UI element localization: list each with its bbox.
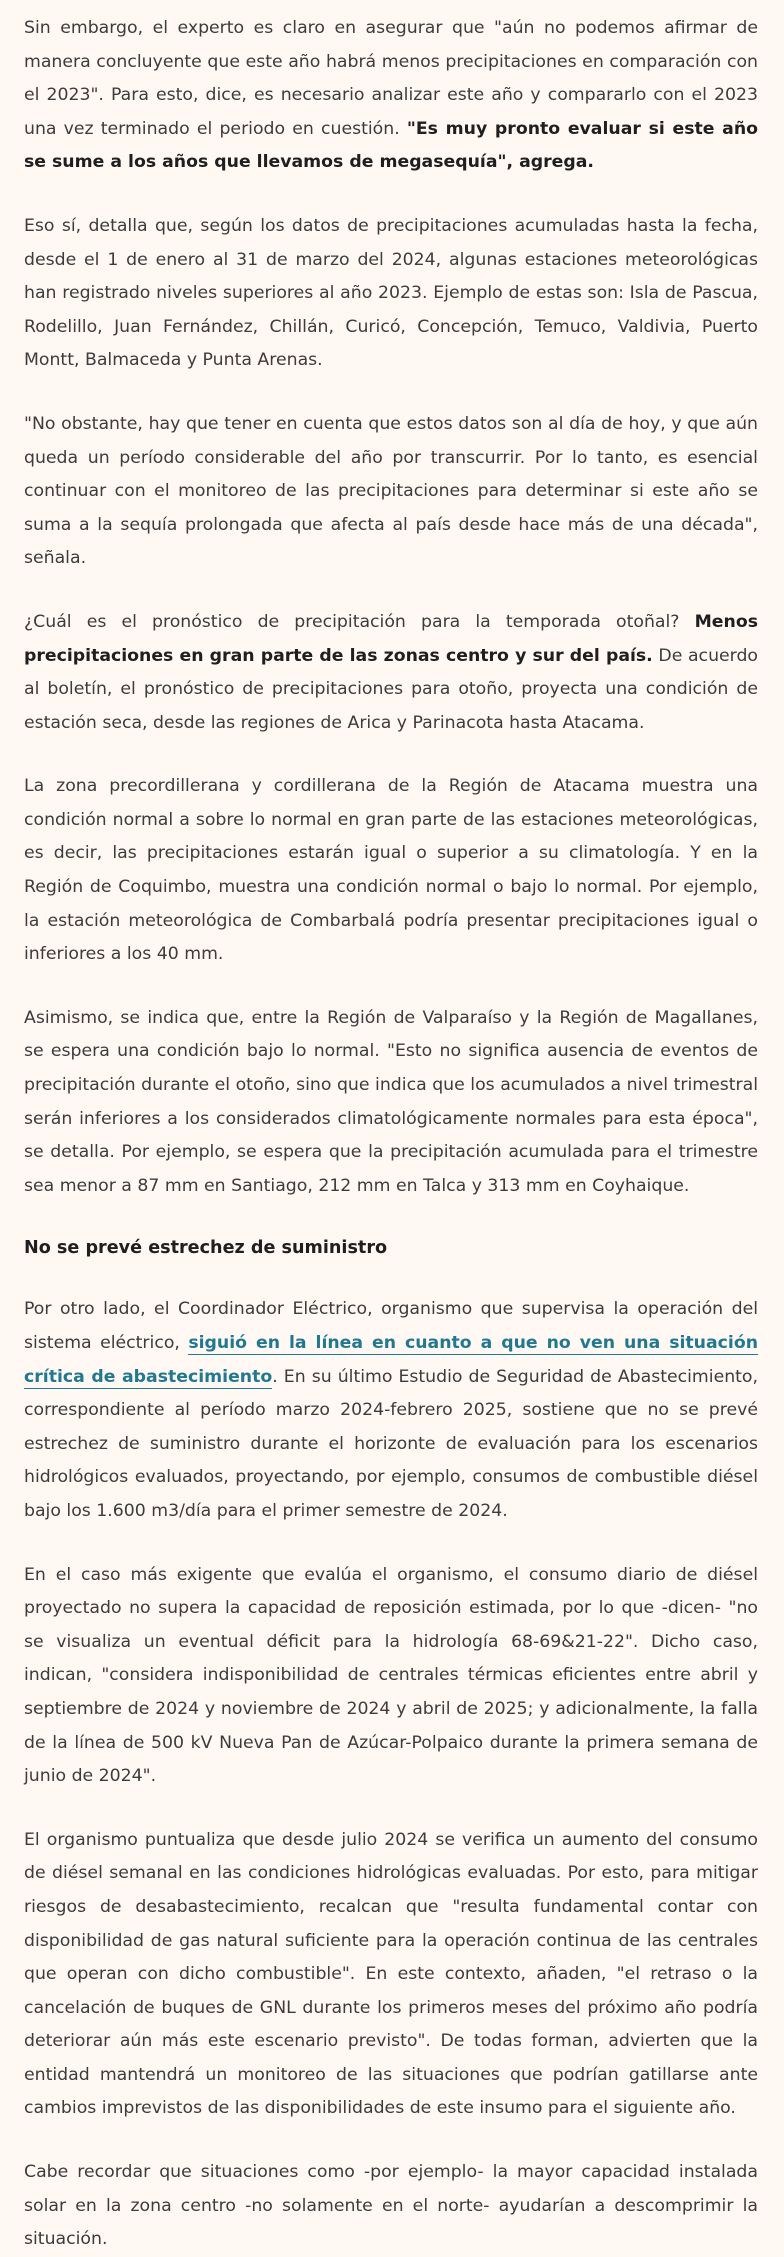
paragraph-9 — [24, 1824, 758, 2126]
paragraph-3-text: "No obstante, hay que tener en cuenta que estos datos son al día de hoy, y que aún queda un período considerable del año por transcurrir. Por lo tanto, es esencial continuar con el monitoreo de las precipitaciones para determinar si este año se suma a la sequía prolongada que afecta al país desde hace más de una década", señala. — [24, 413, 758, 569]
paragraph-8 — [24, 1559, 758, 1794]
paragraph-2-text: Eso sí, detalla que, según los datos de precipitaciones acumuladas hasta la fecha, desde el 1 de enero al 31 de marzo del 2024, algunas estaciones meteorológicas han registrado niveles superiores al año 2023. Ejemplo de estas son: Isla de Pascua, Rodelillo, Juan Fernández, Chillán, Curicó, Concepción, Temuco, Valdivia, Puerto Montt, Balmaceda y Punta Arenas. — [24, 215, 758, 371]
paragraph-4 — [24, 606, 758, 740]
paragraph-1-bold-quote: "Es muy pronto evaluar si este año se sume a los años que llevamos de megasequía", agrega. — [24, 118, 758, 173]
paragraph-6-text: Asimismo, se indica que, entre la Región de Valparaíso y la Región de Magallanes, se espera una condición bajo lo normal. "Esto no significa ausencia de eventos de precipitación durante el otoño, sino que indica que los acumulados a nivel trimestral serán inferiores a los considerados climatológicamente normales para esta época", se detalla. Por ejemplo, se espera que la precipitación acumulada para el trimestre sea menor a 87 mm en Santiago, 212 mm en Talca y 313 mm en Coyhaique. — [24, 1007, 758, 1196]
paragraph-7-text: Por otro lado, el Coordinador Eléctrico, organismo que supervisa la operación del sistema eléctrico, — [24, 1299, 758, 1353]
coordinador-article-link[interactable]: siguió en la línea en cuanto a que no ven una situación crítica de abastecimiento — [24, 1333, 758, 1387]
paragraph-5-text: La zona precordillerana y cordillerana de la Región de Atacama muestra una condición normal a sobre lo normal en gran parte de las estaciones meteorológicas, es decir, las precipitaciones estarán igual o superior a su climatología. Y en la Región de Coquimbo, muestra una condición normal o bajo lo normal. Por ejemplo, la estación meteorológica de Combarbalá podría presentar precipitaciones igual o inferiores a los 40 mm. — [24, 776, 758, 965]
paragraph-10 — [24, 2156, 758, 2257]
paragraph-4-text-continued: De acuerdo al boletín, el pronóstico de precipitaciones para otoño, proyecta una condición de estación seca, desde las regiones de Arica y Parinacota hasta Atacama. — [24, 645, 758, 733]
paragraph-4-text: ¿Cuál es el pronóstico de precipitación para la temporada otoñal? — [24, 611, 695, 632]
paragraph-7 — [24, 1293, 758, 1528]
paragraph-5 — [24, 770, 758, 972]
paragraph-9-text: El organismo puntualiza que desde julio 2024 se verifica un aumento del consumo de diésel semanal en las condiciones hidrológicas evaluadas. Por esto, para mitigar riesgos de desabastecimiento, recalcan que "resulta fundamental contar con disponibilidad de gas natural suficiente para la operación continua de las centrales que operan con dicho combustible". En este contexto, añaden, "el retraso o la cancelación de buques de GNL durante los primeros meses del próximo año podría deteriorar aún más este escenario previsto". De todas forman, advierten que la entidad mantendrá un monitoreo de las situaciones que podrían gatillarse ante cambios imprevistos de las disponibilidades de este insumo para el siguiente año. — [24, 1829, 758, 2119]
paragraph-10-text: Cabe recordar que situaciones como -por ejemplo- la mayor capacidad instalada solar en la zona centro -no solamente en el norte- ayudarían a descomprimir la situación. — [24, 2162, 758, 2250]
paragraph-3 — [24, 408, 758, 576]
paragraph-1-text: Sin embargo, el experto es claro en asegurar que "aún no podemos afirmar de manera concluyente que este año habrá menos precipitaciones en comparación con el 2023". Para esto, dice, es necesario analizar este año y compararlo con el 2023 una vez terminado el periodo en cuestión. — [24, 18, 758, 139]
paragraph-2 — [24, 210, 758, 378]
paragraph-6 — [24, 1002, 758, 1204]
paragraph-7-text-continued: . En su último Estudio de Seguridad de Abastecimiento, correspondiente al período marzo 2024-febrero 2025, sostiene que no se prevé estrechez de suministro durante el horizonte de evaluación para los escenarios hidrológicos evaluados, proyectando, por ejemplo, consumos de combustible diésel bajo los 1.600 m3/día para el primer semestre de 2024. — [24, 1366, 758, 1521]
paragraph-1 — [24, 12, 758, 180]
paragraph-4-bold-text: Menos precipitaciones en gran parte de las zonas centro y sur del país. — [24, 611, 758, 666]
paragraph-8-text: En el caso más exigente que evalúa el organismo, el consumo diario de diésel proyectado no supera la capacidad de reposición estimada, por lo que -dicen- "no se visualiza un eventual déficit para la hidrología 68-69&21-22". Dicho caso, indican, "considera indisponibilidad de centrales térmicas eficientes entre abril y septiembre de 2024 y noviembre de 2024 y abril de 2025; y adicionalmente, la falla de la línea de 500 kV Nueva Pan de Azúcar-Polpaico durante la primera semana de junio de 2024". — [24, 1564, 758, 1787]
section-subheading: No se prevé estrechez de suministro — [24, 1238, 388, 1259]
